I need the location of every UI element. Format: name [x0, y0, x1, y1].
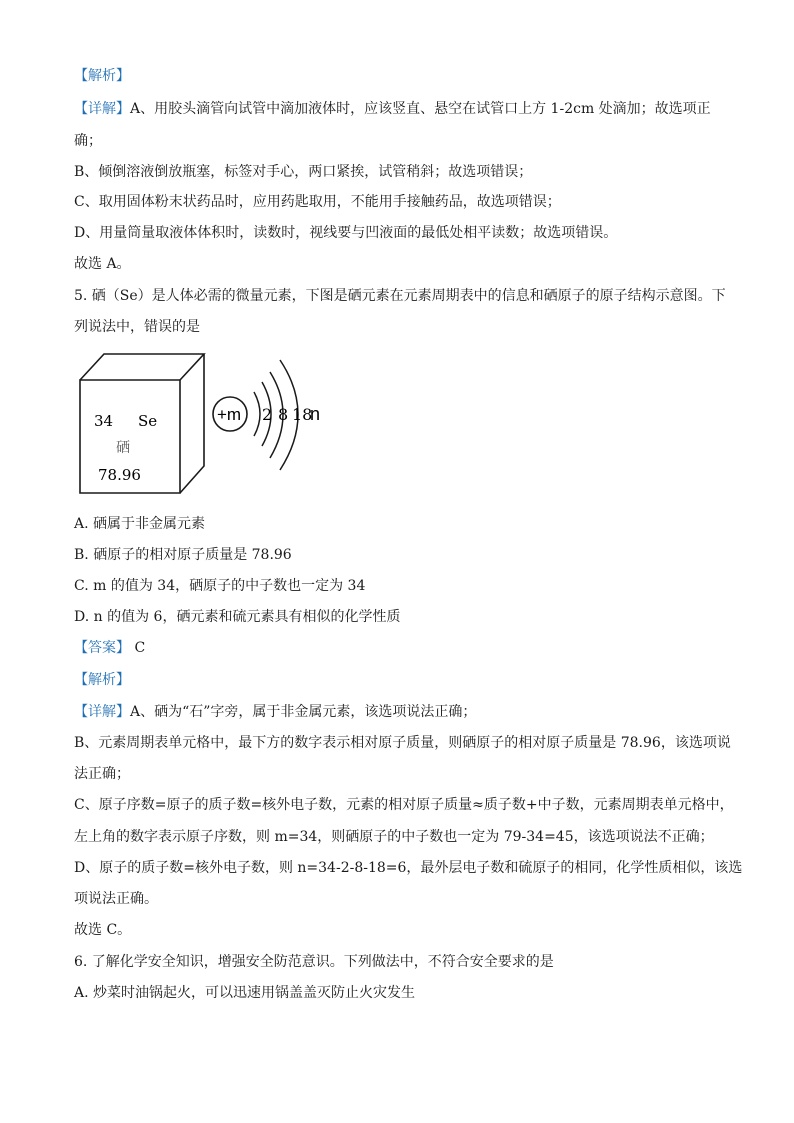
- q4-detail-c: C、取用固体粉末状药品时，应用药匙取用，不能用手接触药品，故选项错误；: [74, 194, 561, 210]
- shell-3-electrons: 18: [292, 405, 313, 424]
- q6-stem: 6. 了解化学安全知识，增强安全防范意识。下列做法中，不符合安全要求的是: [74, 954, 554, 970]
- q4-detail-a-text: A、用胶头滴管向试管中滴加液体时，应该竖直、悬空在试管口上方 1-2cm 处滴加；故选项正: [130, 101, 711, 117]
- selenium-figure: [76, 348, 336, 498]
- q5-detail-d: D、原子的质子数=核外电子数，则 n=34-2-8-18=6，最外层电子数和硫原子的相同，化学性质相似，该选: [74, 860, 743, 876]
- analysis-heading: 【解析】: [74, 68, 130, 84]
- answer-tag: 【答案】: [74, 640, 130, 656]
- q5-stem-line-2: 列说法中，错误的是: [74, 319, 200, 335]
- q5-option-d: D. n 的值为 6，硒元素和硫元素具有相似的化学性质: [74, 609, 401, 625]
- q4-detail-a: [74, 99, 711, 119]
- q5-option-c: C. m 的值为 34，硒原子的中子数也一定为 34: [74, 578, 366, 594]
- q5-detail-a: [74, 702, 476, 722]
- q5-detail-b-cont: 法正确；: [74, 766, 130, 782]
- q5-option-b: B. 硒原子的相对原子质量是 78.96: [74, 547, 292, 563]
- detail-tag: 【详解】: [74, 704, 130, 720]
- atomic-number: 34: [94, 412, 114, 430]
- nucleus-charge: +m: [217, 405, 242, 424]
- shell-2-electrons: 8: [278, 405, 289, 424]
- shell-1-electrons: 2: [262, 405, 273, 424]
- q5-conclusion: 故选 C。: [74, 922, 132, 938]
- shell-4-electrons: n: [310, 404, 321, 424]
- q5-detail-b: B、元素周期表单元格中，最下方的数字表示相对原子质量，则硒原子的相对原子质量是 78.96，该选项说: [74, 735, 731, 751]
- detail-tag: 【详解】: [74, 101, 130, 117]
- q5-answer: [74, 638, 145, 658]
- q5-detail-c-cont: 左上角的数字表示原子序数，则 m=34，则硒原子的中子数也一定为 79-34=45，该选项说法不正确；: [74, 829, 714, 845]
- shell-arc-1: [254, 392, 260, 436]
- element-symbol: Se: [138, 412, 158, 430]
- q5-stem-line-1: 5. 硒（Se）是人体必需的微量元素，下图是硒元素在元素周期表中的信息和硒原子的原子结构示意图。下: [74, 288, 726, 304]
- answer-value: C: [134, 640, 146, 656]
- q6-option-a: A. 炒菜时油锅起火，可以迅速用锅盖盖灭防止火灾发生: [74, 985, 416, 1001]
- atomic-mass: 78.96: [98, 466, 141, 484]
- q4-conclusion: 故选 A。: [74, 256, 131, 272]
- q5-detail-a-text: A、硒为“石”字旁，属于非金属元素，该选项说法正确；: [130, 704, 477, 720]
- q5-detail-c: C、原子序数=原子的质子数=核外电子数，元素的相对原子质量≈质子数+中子数，元素周期表单元格中，: [74, 797, 734, 813]
- q4-detail-d: D、用量筒量取液体体积时，读数时，视线要与凹液面的最低处相平读数；故选项错误。: [74, 225, 618, 241]
- q5-option-a: A. 硒属于非金属元素: [74, 516, 206, 532]
- selenium-diagram: [76, 348, 336, 498]
- q5-analysis-heading: 【解析】: [74, 672, 130, 688]
- q4-detail-a-cont: 确；: [74, 133, 102, 149]
- q4-detail-b: B、倾倒溶液倒放瓶塞，标签对手心，两口紧挨，试管稍斜；故选项错误；: [74, 164, 533, 180]
- q5-detail-d-cont: 项说法正确。: [74, 891, 158, 907]
- element-name: 硒: [116, 440, 130, 456]
